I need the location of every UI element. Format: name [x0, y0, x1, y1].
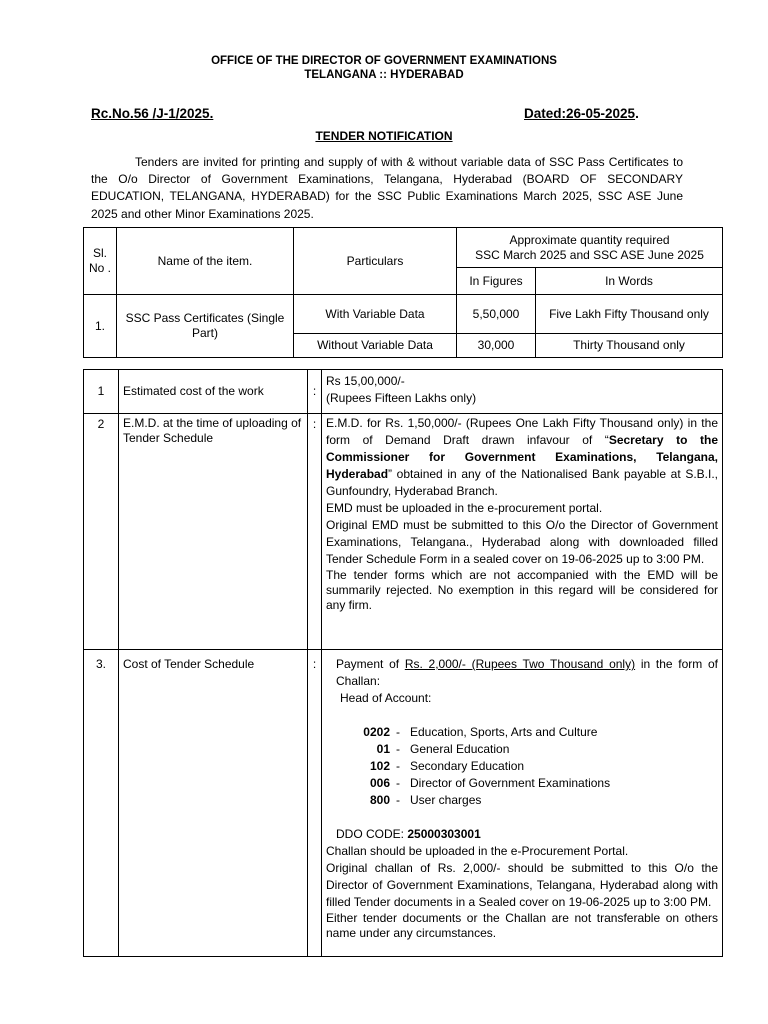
- head-code: 01: [376, 742, 390, 756]
- payment-text-a: Payment of: [336, 657, 405, 671]
- detail-no: 1: [84, 370, 119, 414]
- estimated-cost-words: (Rupees Fifteen Lakhs only): [326, 391, 477, 405]
- detail-no: 3.: [84, 650, 119, 957]
- row-figures: 30,000: [457, 334, 536, 358]
- detail-row-emd: [84, 414, 723, 650]
- row-words: Five Lakh Fifty Thousand only: [536, 295, 723, 334]
- detail-value: [322, 414, 723, 650]
- head-code: 006: [369, 776, 390, 790]
- payment-amount: Rs. 2,000/- (Rupees Two Thousand only): [404, 657, 636, 671]
- head-dash: -: [396, 725, 400, 739]
- head-dash: -: [396, 759, 400, 773]
- detail-label: Estimated cost of the work: [119, 370, 308, 414]
- header-item: Name of the item.: [117, 228, 294, 295]
- detail-label: E.M.D. at the time of uploading of Tender Schedule: [119, 414, 308, 650]
- emd-text-b: ” obtained in any of the Nationalised Bank payable at S.B.I., Gunfoundry, Hyderabad Branch.: [326, 467, 718, 498]
- office-header-line1: OFFICE OF THE DIRECTOR OF GOVERNMENT EXAMINATIONS: [211, 55, 557, 67]
- head-dash: -: [396, 776, 400, 790]
- header-quantity-line2: SSC March 2025 and SSC ASE June 2025: [475, 247, 704, 262]
- document-title: TENDER NOTIFICATION: [315, 129, 453, 143]
- detail-value: [322, 650, 723, 957]
- row-particulars: Without Variable Data: [294, 334, 457, 358]
- ddo-code-label: DDO CODE:: [336, 827, 408, 841]
- header-slno: Sl. No .: [84, 228, 117, 295]
- header-quantity-line1: Approximate quantity required: [509, 232, 670, 247]
- head-dash: -: [396, 742, 400, 756]
- estimated-cost-amount: Rs 15,00,000/-: [326, 374, 405, 388]
- ddo-code-line: [326, 826, 718, 843]
- head-code: 0202: [363, 725, 390, 739]
- head-desc: Education, Sports, Arts and Culture: [410, 725, 598, 739]
- emd-payee: Secretary to the Commissioner for Government Examinations, Telangana, Hyderabad: [326, 433, 719, 481]
- list-item: [326, 724, 718, 741]
- emd-paragraph-3: Original EMD must be submitted to this O/o the Director of Government Examinations, Telangana., Hyderabad along with downloaded filled Tender Schedule Form in a sealed cover on 19-06-2025 up to 3:00 PM.: [326, 518, 718, 566]
- emd-paragraph-1: [326, 415, 718, 500]
- list-item: [326, 758, 718, 775]
- detail-colon: :: [308, 414, 322, 650]
- list-item: [326, 792, 718, 809]
- head-code: 800: [369, 793, 390, 807]
- header-in-words: In Words: [536, 268, 723, 295]
- header-in-figures: In Figures: [457, 268, 536, 295]
- row-figures: 5,50,000: [457, 295, 536, 334]
- detail-row-tender-cost: [84, 650, 723, 957]
- detail-row-estimated-cost: [84, 370, 723, 414]
- detail-label: Cost of Tender Schedule: [119, 650, 308, 957]
- row-particulars: With Variable Data: [294, 295, 457, 334]
- challan-paragraph-1: Challan should be uploaded in the e-Procurement Portal.: [326, 844, 629, 858]
- detail-value: [322, 370, 723, 414]
- items-header-row: [84, 228, 723, 268]
- payment-text-b: in the form of Challan:: [336, 657, 719, 688]
- challan-paragraph-2: Original challan of Rs. 2,000/- should be submitted to this O/o the Director of Government Examinations, Telangana, Hyderabad along with filled Tender documents in a Sealed cover on 19-06-2025 up to 3:00 PM.: [326, 861, 718, 909]
- intro-paragraph: [91, 154, 683, 223]
- office-header-line2: TELANGANA :: HYDERABAD: [304, 69, 464, 81]
- detail-colon: :: [308, 370, 322, 414]
- emd-paragraph-2: EMD must be uploaded in the e-procurement portal.: [326, 501, 603, 515]
- reference-number: Rc.No.56 /J-1/2025.: [91, 106, 214, 121]
- head-desc: Director of Government Examinations: [410, 776, 611, 790]
- emd-paragraph-4: The tender forms which are not accompanied with the EMD will be summarily rejected. No exemption in this regard will be considered for any firm.: [326, 568, 718, 612]
- head-desc: General Education: [410, 742, 510, 756]
- head-code: 102: [369, 759, 390, 773]
- detail-colon: :: [308, 650, 322, 957]
- date-line: [524, 106, 639, 121]
- head-of-account-label: Head of Account:: [340, 691, 432, 705]
- head-desc: Secondary Education: [410, 759, 525, 773]
- date-suffix: .: [635, 106, 639, 121]
- list-item: [326, 775, 718, 792]
- header-quantity: [457, 228, 723, 268]
- detail-no: 2: [84, 414, 119, 650]
- head-desc: User charges: [410, 793, 482, 807]
- row-slno: 1.: [84, 295, 117, 358]
- ddo-code-value: 25000303001: [407, 827, 481, 841]
- payment-line: [326, 656, 718, 690]
- table-row: [84, 295, 723, 334]
- list-item: [326, 741, 718, 758]
- row-item-name: SSC Pass Certificates (Single Part): [117, 295, 294, 358]
- date-value: Dated:26-05-2025: [524, 106, 636, 121]
- row-words: Thirty Thousand only: [536, 334, 723, 358]
- intro-text: Tenders are invited for printing and supply of with & without variable data of SSC Pass Certificates to the O/o Director of Government Examinations, Telangana, Hyderabad (BOARD OF SECONDARY EDUCATION, TELANGANA, HYDERABAD) for the SSC Public Examinations March 2025, SSC ASE June 2025 and other Minor Examinations 2025.: [91, 155, 683, 221]
- emd-text-a: E.M.D. for Rs. 1,50,000/- (Rupees One Lakh Fifty Thousand only) in the form of Demand Draft drawn infavour of “: [326, 416, 718, 447]
- head-of-account-list: [326, 724, 718, 809]
- items-table: [83, 227, 723, 358]
- details-table: [83, 369, 723, 957]
- header-particulars: Particulars: [294, 228, 457, 295]
- challan-paragraph-3: Either tender documents or the Challan are not transferable on others name under any circumstances.: [326, 911, 718, 940]
- head-dash: -: [396, 793, 400, 807]
